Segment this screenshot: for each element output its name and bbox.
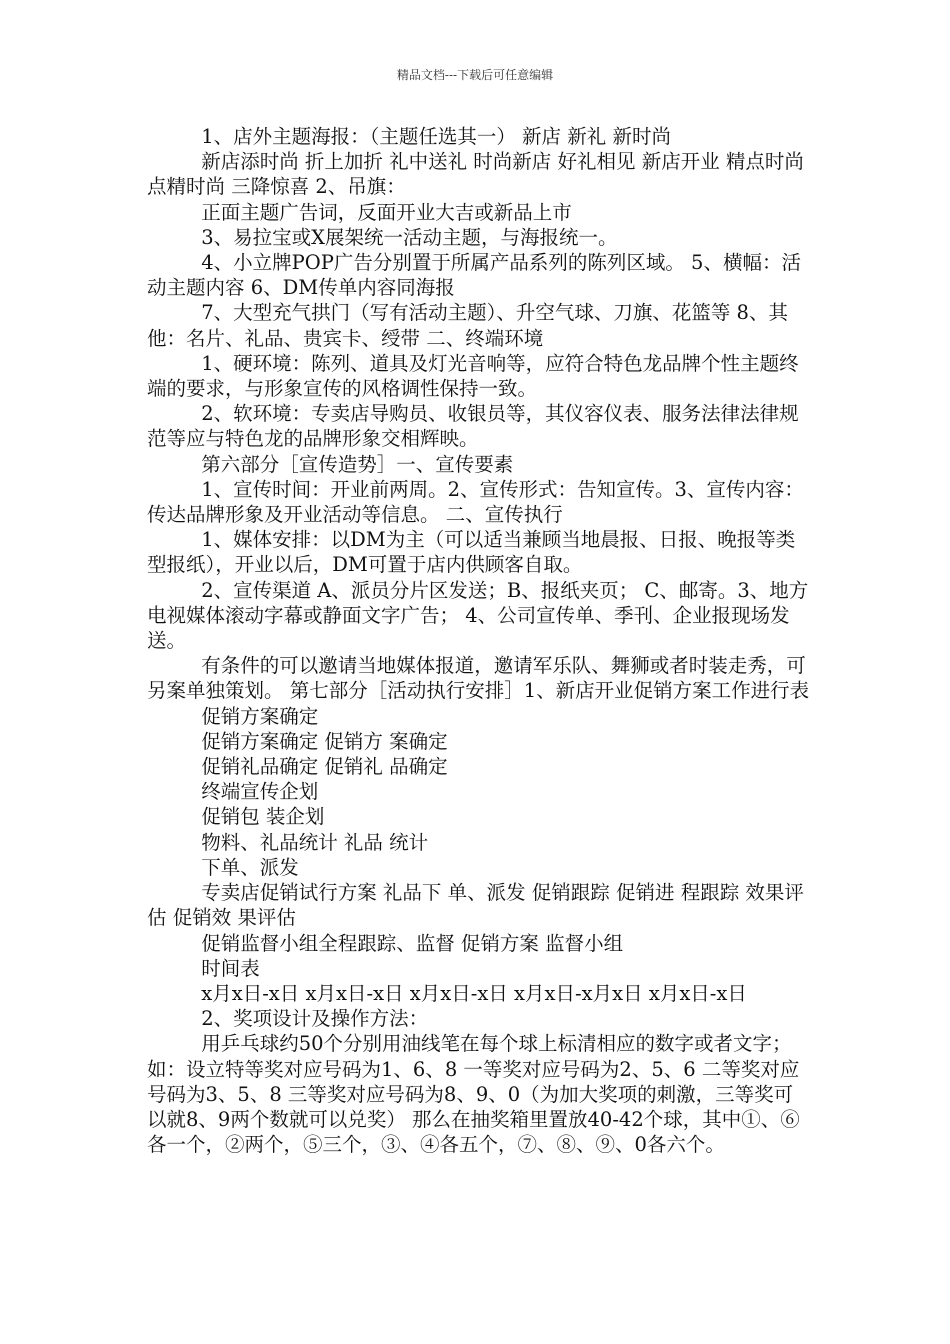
- paragraph: 新店添时尚 折上加折 礼中送礼 时尚新店 好礼相见 新店开业 精点时尚 点精时尚 三降惊喜 2、吊旗：: [147, 150, 804, 199]
- paragraph: 1、宣传时间：开业前两周。2、宣传形式：告知宣传。3、宣传内容：传达品牌形象及开业活动等信息。 二、宣传执行: [147, 477, 804, 527]
- paragraph: 2、软环境：专卖店导购员、收银员等，其仪容仪表、服务法律法律规范等应与特色龙的品牌形象交相辉映。: [147, 402, 799, 451]
- document-body: [147, 124, 811, 1157]
- schedule-item: 时间表: [201, 956, 260, 980]
- schedule-item: 物料、礼品统计 礼品 统计: [201, 830, 429, 854]
- paragraph: 2、宣传渠道 A、派员分片区发送；B、报纸夹页； C、邮寄。3、地方电视媒体滚动字幕或静面文字广告； 4、公司宣传单、季刊、企业报现场发送。: [147, 578, 809, 653]
- schedule-item: 促销包 装企划: [201, 805, 325, 829]
- schedule-item: 促销方案确定: [201, 704, 319, 728]
- paragraph: 用乒乓球约50个分别用油线笔在每个球上标清相应的数字或者文字； 如：设立特等奖对应号码为1、6、8 一等奖对应号码为2、5、6 二等奖对应号码为3、5、8 三等奖对应号码为8、9、0（为加大奖项的刺激，三等奖可以就8、9两个数就可以兑奖） 那么在抽奖箱里置放40-42个球，其中①、⑥各一个，②两个，⑤三个，③、④各五个，⑦、⑧、⑨、0各六个。: [147, 1032, 800, 1157]
- paragraph: 1、硬环境：陈列、道具及灯光音响等，应符合特色龙品牌个性主题终端的要求，与形象宣传的风格调性保持一致。: [147, 351, 799, 401]
- paragraph: 3、易拉宝或X展架统一活动主题，与海报统一。: [201, 225, 618, 249]
- schedule-item: 促销方案确定 促销方 案确定: [201, 729, 448, 753]
- schedule-dates: x月x日-x日 x月x日-x日 x月x日-x日 x月x日-x月x日 x月x日-x日: [201, 981, 747, 1005]
- paragraph: 正面主题广告词，反面开业大吉或新品上市: [201, 200, 572, 224]
- schedule-item: 专卖店促销试行方案 礼品下 单、派发 促销跟踪 促销进 程跟踪 效果评估 促销效 果评估: [147, 881, 804, 930]
- paragraph: 1、店外主题海报：（主题任选其一） 新店 新礼 新时尚: [201, 125, 671, 148]
- schedule-item: 终端宣传企划: [201, 780, 319, 804]
- paragraph: 7、大型充气拱门（写有活动主题）、升空气球、刀旗、花篮等 8、其他：名片、礼品、贵宾卡、绶带 二、终端环境: [147, 301, 788, 350]
- paragraph: 1、媒体安排：以DM为主（可以适当兼顾当地晨报、日报、晚报等类型报纸），开业以后，DM可置于店内供顾客自取。: [147, 528, 796, 577]
- schedule-item: 促销监督小组全程跟踪、监督 促销方案 监督小组: [201, 931, 624, 955]
- page-header: 精品文档---下载后可任意编辑: [396, 68, 554, 82]
- paragraph: 4、小立牌POP广告分别置于所属产品系列的陈列区域。 5、横幅：活动主题内容 6、DM传单内容同海报: [147, 251, 801, 300]
- paragraph: 有条件的可以邀请当地媒体报道，邀请军乐队、舞狮或者时装走秀，可另案单独策划。 第七部分［活动执行安排］1、新店开业促销方案工作进行表: [147, 654, 810, 703]
- paragraph: 2、奖项设计及操作方法：: [201, 1007, 429, 1031]
- schedule-item: 下单、派发: [201, 855, 299, 879]
- schedule-item: 促销礼品确定 促销礼 品确定: [201, 755, 448, 779]
- section-heading: 第六部分［宣传造势］一、宣传要素: [201, 452, 514, 476]
